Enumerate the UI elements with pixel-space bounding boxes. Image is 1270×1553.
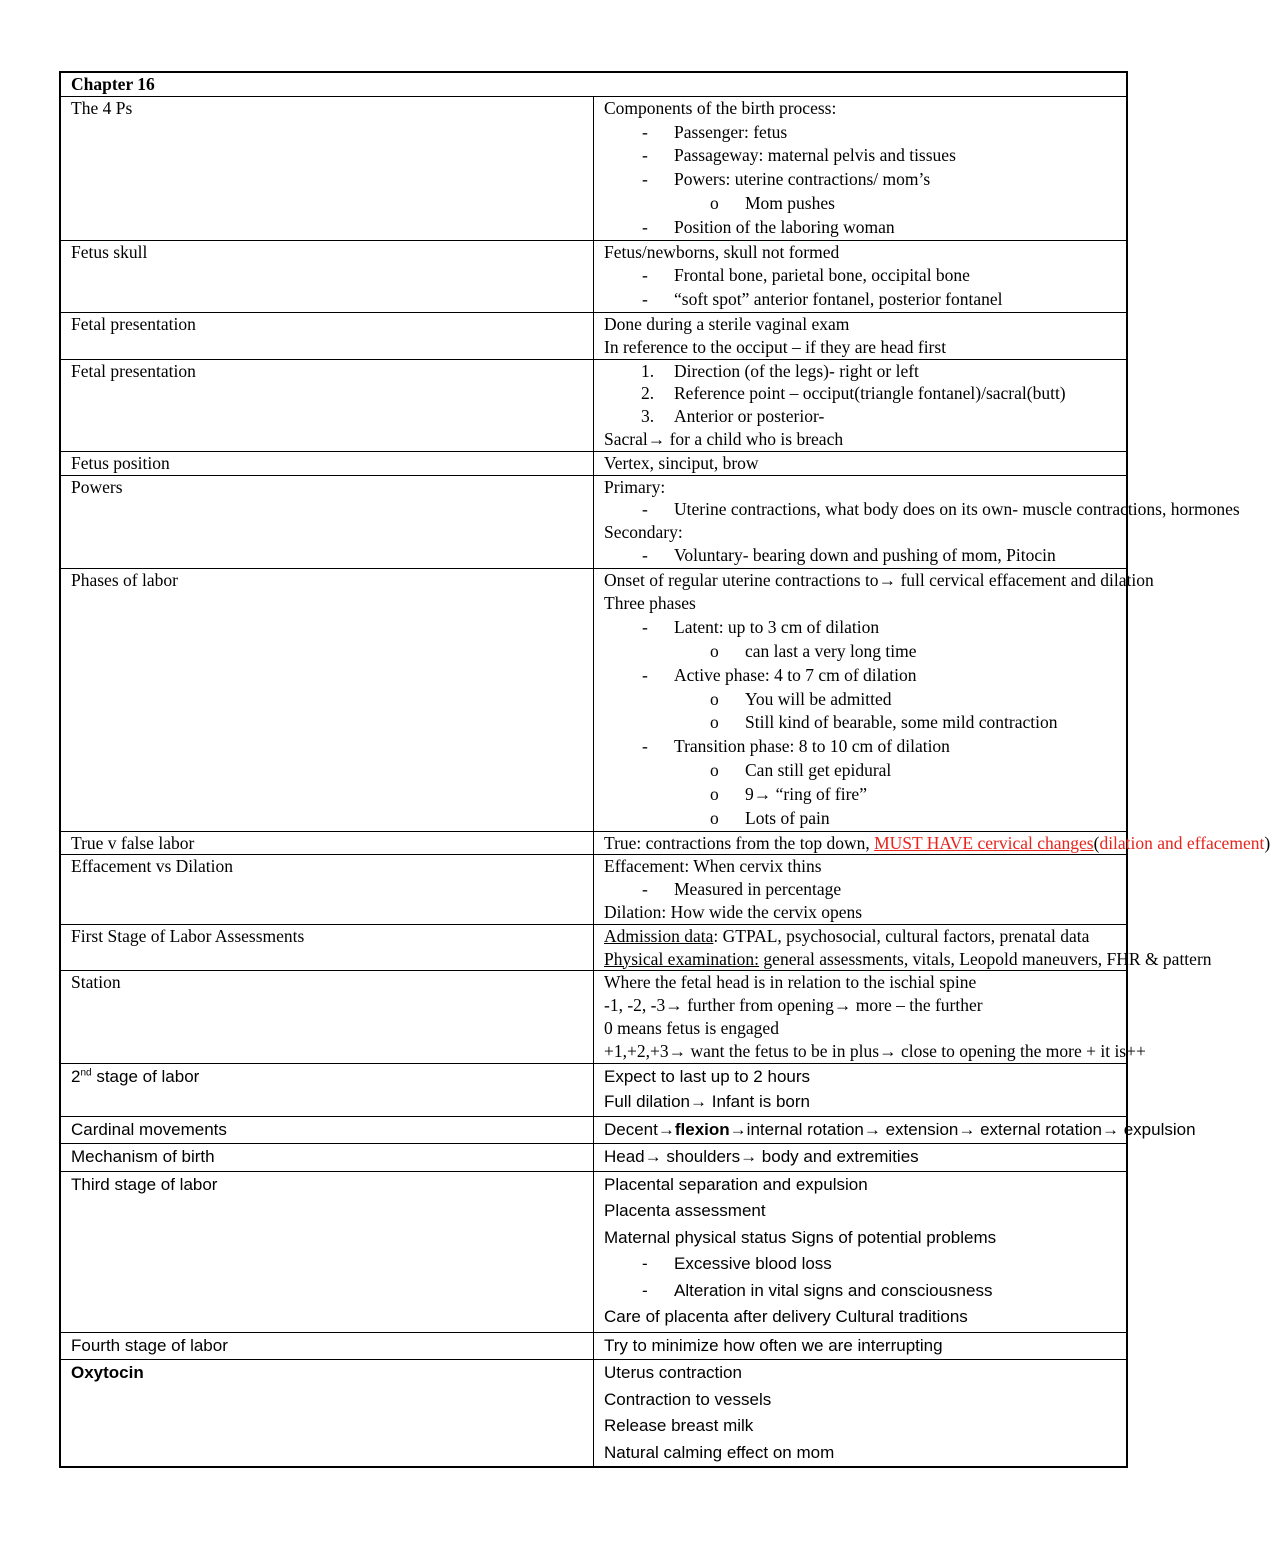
list-text: for a child who is breach [665, 428, 844, 449]
list-text: further from opening [682, 995, 834, 1016]
term-cell: Fetal presentation [60, 312, 594, 359]
definition-cell [594, 568, 1154, 831]
list-item [604, 428, 1126, 451]
list-text: more – the further [851, 995, 983, 1016]
list-item: Try to minimize how often we are interrupting [604, 1335, 943, 1355]
ordinal-suffix: nd [80, 1066, 92, 1078]
arrow-icon: → [665, 995, 683, 1016]
arrow-icon: → [740, 1147, 758, 1167]
list-item: o Still kind of bearable, some mild contraction [604, 711, 1126, 735]
list-item [604, 948, 1212, 971]
list-text: Direction (of the legs)- right or left [674, 360, 919, 381]
term-cell: Third stage of labor [60, 1171, 594, 1332]
term-cell: Mechanism of birth [60, 1144, 594, 1172]
highlighted-text: MUST HAVE cervical changes [874, 832, 1094, 853]
list-item: - Passageway: maternal pelvis and tissues [604, 144, 1126, 168]
list-item [604, 569, 1154, 593]
list-item: Placenta assessment [604, 1201, 766, 1221]
list-text: want the fetus to be in plus [686, 1040, 880, 1061]
list-item: Care of placenta after delivery Cultural traditions [604, 1307, 968, 1327]
arrow-icon: → [863, 1119, 881, 1139]
term-cell: Oxytocin [60, 1360, 594, 1468]
term-cell: Fetus position [60, 451, 594, 475]
definition-cell [594, 855, 1128, 924]
table-row [60, 475, 1127, 568]
arrow-icon: → [644, 1147, 662, 1167]
arrow-icon: → [879, 1040, 897, 1061]
list-item: o You will be admitted [604, 688, 1126, 712]
definition-cell [594, 1332, 1128, 1360]
list-item: - Transition phase: 8 to 10 cm of dilation [604, 735, 1126, 759]
list-item: In reference to the occiput – if they are head first [604, 336, 947, 357]
arrow-icon: → [668, 1040, 687, 1061]
list-item [604, 1117, 1196, 1142]
list-item: - Latent: up to 3 cm of dilation [604, 616, 1126, 640]
table-row [60, 96, 1127, 240]
arrow-icon: → [878, 569, 897, 590]
table-row [60, 451, 1127, 475]
arrow-icon: → [833, 995, 852, 1016]
underlined-text: Admission data [604, 925, 714, 946]
list-item: - Uterine contractions, what body does on its own- muscle contractions, hormones [604, 498, 1126, 521]
list-text: ( [1093, 832, 1100, 853]
table-row [60, 855, 1127, 924]
list-item [604, 1040, 1146, 1063]
list-text: “ring of fire” [771, 783, 867, 804]
list-item: - “soft spot” anterior fontanel, posterior fontanel [604, 288, 1126, 312]
list-item: 0 means fetus is engaged [604, 1017, 779, 1038]
list-item: Secondary: [604, 522, 683, 543]
term-cell: Powers [60, 475, 594, 568]
list-item [604, 1089, 1126, 1114]
list-item: - Active phase: 4 to 7 cm of dilation [604, 664, 1126, 688]
table-row [60, 971, 1127, 1063]
list-text: Reference point – occiput(triangle fontanel)/sacral(butt) [674, 383, 1066, 404]
list-item: - Position of the laboring woman [604, 216, 1126, 240]
list-item: Release breast milk [604, 1416, 754, 1436]
list-text: extension [880, 1119, 959, 1139]
term-cell: Phases of labor [60, 568, 594, 831]
list-item: o Can still get epidural [604, 759, 1126, 783]
table-header-row [60, 72, 1127, 96]
list-item [604, 1144, 1126, 1169]
list-item: Maternal physical status Signs of potential problems [604, 1227, 997, 1247]
list-text: close to opening the more + it is++ [896, 1040, 1146, 1061]
list-item: Three phases [604, 593, 696, 614]
term-text: stage of labor [91, 1066, 200, 1086]
list-text: body and extremities [757, 1147, 919, 1167]
definition-cell [594, 1144, 1128, 1172]
definition-cell [594, 475, 1240, 568]
list-item: Done during a sterile vaginal exam [604, 313, 850, 334]
list-item [604, 405, 1126, 428]
table-row [60, 831, 1127, 855]
list-item: - Passenger: fetus [604, 121, 1126, 145]
list-text: internal rotation [746, 1119, 864, 1139]
definition-cell [594, 1171, 1128, 1332]
list-item: o Lots of pain [604, 807, 1126, 831]
arrow-icon: → [729, 1119, 747, 1139]
table-row [60, 1360, 1127, 1468]
definition-cell [594, 240, 1128, 312]
list-text: True: contractions from the top down, [604, 832, 875, 853]
list-item: Expect to last up to 2 hours [604, 1066, 811, 1086]
term-cell: Effacement vs Dilation [60, 855, 594, 924]
list-number: 3. [641, 406, 655, 427]
list-item [604, 994, 1126, 1017]
table-row [60, 240, 1127, 312]
list-item: - Frontal bone, parietal bone, occipital bone [604, 264, 1126, 288]
arrow-icon: → [647, 428, 666, 449]
term-cell: Cardinal movements [60, 1116, 594, 1144]
definition-cell [594, 359, 1128, 451]
table-row [60, 1332, 1127, 1360]
definition-cell [594, 96, 1128, 240]
list-item: - Alteration in vital signs and consciousness [604, 1278, 1126, 1305]
list-text: +1,+2,+3 [604, 1040, 669, 1061]
list-text: general assessments, vitals, Leopold maneuvers, FHR & pattern [759, 948, 1212, 969]
definition-cell [594, 312, 1128, 359]
arrow-icon: → [1102, 1119, 1119, 1139]
notes-table [59, 71, 1270, 1468]
table-row [60, 1063, 1127, 1116]
list-item [604, 360, 1126, 383]
term-cell: True v false labor [60, 831, 594, 855]
list-item: Primary: [604, 476, 666, 497]
list-item: o can last a very long time [604, 640, 1126, 664]
list-number: 1. [641, 360, 655, 381]
list-item: Contraction to vessels [604, 1389, 772, 1409]
bold-text: flexion [674, 1119, 730, 1139]
list-text: -1, -2, -3 [604, 995, 666, 1016]
list-text: ) [1264, 832, 1270, 853]
list-item: Fetus/newborns, skull not formed [604, 241, 840, 262]
definition-cell [594, 1360, 1128, 1468]
arrow-icon: → [958, 1119, 976, 1139]
list-item [604, 925, 1126, 948]
table-row [60, 1171, 1127, 1332]
list-text: Head [604, 1147, 645, 1167]
term-cell: First Stage of Labor Assessments [60, 924, 594, 971]
highlighted-text: dilation and effacement [1099, 832, 1265, 853]
definition-cell [594, 924, 1212, 971]
list-number: 2. [641, 383, 655, 404]
term-text: 2 [71, 1066, 81, 1086]
term-cell [60, 1063, 594, 1116]
list-text: Full dilation [604, 1091, 690, 1111]
list-item: Components of the birth process: [604, 97, 837, 118]
term-cell-highlighted: Fetal presentation [60, 359, 594, 451]
list-text: external rotation [975, 1119, 1102, 1139]
definition-cell [594, 1116, 1196, 1144]
list-item [604, 783, 1126, 807]
definition-cell [594, 971, 1146, 1063]
list-text: Onset of regular uterine contractions to [604, 569, 879, 590]
list-item: o Mom pushes [604, 192, 1126, 216]
list-text: Anterior or posterior- [674, 406, 825, 427]
table-row [60, 359, 1127, 451]
arrow-icon: → [753, 783, 772, 804]
definition-cell [594, 831, 1270, 855]
list-item: - Voluntary- bearing down and pushing of mom, Pitocin [604, 544, 1126, 567]
list-text: shoulders [661, 1147, 741, 1167]
definition-cell [594, 451, 1128, 475]
table-row [60, 312, 1127, 359]
list-text: Infant is born [707, 1091, 811, 1111]
list-item: - Measured in percentage [604, 878, 1126, 901]
list-item: - Powers: uterine contractions/ mom’s [604, 168, 1126, 192]
list-text: Sacral [604, 428, 648, 449]
list-item: Natural calming effect on mom [604, 1442, 835, 1462]
list-item: Where the fetal head is in relation to the ischial spine [604, 972, 977, 993]
table-row [60, 924, 1127, 971]
list-item [604, 832, 1270, 855]
table-row [60, 568, 1127, 831]
arrow-icon: → [657, 1119, 675, 1139]
list-item: - Excessive blood loss [604, 1251, 1126, 1278]
term-cell: The 4 Ps [60, 96, 594, 240]
term-cell: Fourth stage of labor [60, 1332, 594, 1360]
list-text: Decent [604, 1119, 658, 1139]
list-item [604, 382, 1126, 405]
list-item: Dilation: How wide the cervix opens [604, 901, 863, 922]
term-cell: Fetus skull [60, 240, 594, 312]
term-cell: Station [60, 971, 594, 1063]
chapter-title: Chapter 16 [60, 72, 1127, 96]
list-item: Uterus contraction [604, 1363, 742, 1383]
list-item: Effacement: When cervix thins [604, 856, 822, 877]
list-item: Vertex, sinciput, brow [604, 452, 759, 473]
list-text: expulsion [1119, 1119, 1196, 1139]
arrow-icon: → [690, 1091, 707, 1111]
underlined-text: Physical examination: [604, 948, 760, 969]
list-item: Placental separation and expulsion [604, 1174, 868, 1194]
list-text: 9 [745, 783, 754, 804]
table-row [60, 1116, 1127, 1144]
table-row [60, 1144, 1127, 1172]
definition-cell [594, 1063, 1128, 1116]
list-text: full cervical effacement and dilation [896, 569, 1154, 590]
list-text: : GTPAL, psychosocial, cultural factors, prenatal data [713, 925, 1090, 946]
